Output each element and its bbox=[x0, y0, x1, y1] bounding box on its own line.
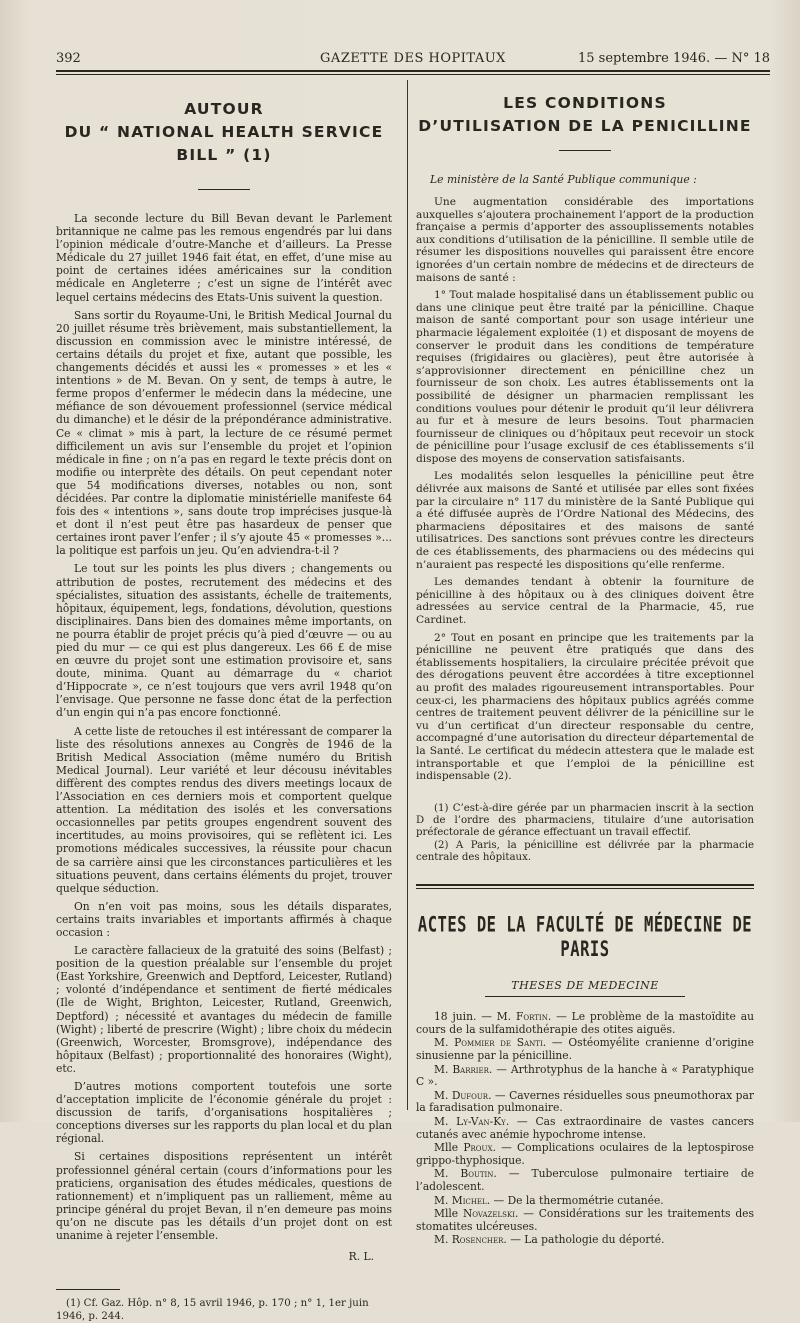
paragraph: 2° Tout en posant en principe que les traitements par la pénicilline ne peuvent être pratiqués que dans des établissements hospitaliers, la circulaire précitée prévoit que des dérogations peuvent être accordées à titre exceptionnel au profit des malades rigoureusement intransportables. Pour ceux-ci, les pharmaciens des hôpitaux publics agréés comme centres de traitement peuvent délivrer de la pénicilline sur le vu d’un certificat d’un directeur responsable du centre, accompagné d’une autorisation du directeur départemental de la Santé. Le certificat du médecin attestera que le malade est intransportable et que l’emploi de la pénicilline est indispensable (2). bbox=[416, 631, 755, 783]
footnote-rule bbox=[56, 1289, 120, 1290]
footnote: (2) A Paris, la pénicilline est délivrée par la pharmacie centrale des hôpitaux. bbox=[416, 839, 754, 863]
paragraph: Si certaines dispositions représentent un intérêt professionnel général certain (cours d’informations pour les praticiens, organisation des études médicales, questions de rationnement) et n’impliquent pas un ralliement, même au principe général du projet Bevan, il n’en demeure pas moins qu’on ne discute pas les détails d’un projet dont on est unanime à rejeter l’ensemble. bbox=[56, 1150, 392, 1243]
author-name: Proux bbox=[463, 1141, 493, 1155]
thesis-entry bbox=[416, 1116, 754, 1141]
entry-prefix: M. bbox=[434, 1062, 453, 1076]
thesis-entry bbox=[416, 1011, 754, 1036]
section-rule bbox=[416, 884, 754, 886]
article-title bbox=[56, 98, 392, 167]
header-rule-thin bbox=[56, 74, 770, 75]
author-name: Fortin bbox=[515, 1010, 548, 1024]
author-name: Rosencher bbox=[451, 1233, 504, 1247]
thesis-title: . — La pathologie du déporté. bbox=[503, 1233, 665, 1247]
footnotes bbox=[416, 803, 754, 864]
paragraph: Les modalités selon lesquelles la pénicilline peut être délivrée aux maisons de Santé et utilisée par elles sont fixées par la circulaire n° 117 du ministère de la Santé Publique qui a été diffusée auprès de l’Ordre National des Médecins, des pharmaciens dépositaires et des maisons de santé utilisatrices. Des sanctions sont prévues contre les directeurs de ces établissements, des pharmaciens ou des médecins qui n’auraient pas respecté les dispositions qu’elle renferme. bbox=[416, 470, 754, 571]
entry-prefix: M. bbox=[434, 1193, 452, 1207]
column-divider bbox=[407, 80, 408, 1110]
paragraph: Le caractère fallacieux de la gratuité des soins (Belfast) ; position de la question préalable sur l’ensemble du projet (East Yorkshire, Greenwich and Deptford, Leicester, Rutland) ; volonté d’indépendance et sentiment de fierté médicales (Ile de Wight, Brighton, Leicester, Rutland, Greenwich, Deptford) ; nécessité et avantages du médecin de famille (Wight) ; liberté de prescrire (Wight) ; libre choix du médecin (Greenwich, Worcester, Bromsgrove), indépendance des hôpitaux (Belfast) ; proportionnalité des honoraires (Wight), etc. bbox=[56, 944, 392, 1075]
paragraph: 1° Tout malade hospitalisé dans un établissement public ou dans une clinique peut être traité par la pénicilline. Chaque maison de santé comportant pour son usage intérieur une pharmacie légalement exploitée (1) et disposant de moyens de conserver le produit dans les conditions de température requises (frigidaires ou glacières), peut être autorisée à s’approvisionner directement en pénicilline chez un fournisseur de son choix. Les autres établissements ont la possibilité de désigner un pharmacien remplissant les conditions voulues pour détenir le produit qu’il leur délivrera au fur et à mesure de leurs besoins. Tout pharmacien fournisseur de cliniques ou d’hôpitaux peut recevoir un stock de pénicilline pour l’usage exclusif de ces établissements s’il dispose des moyens de conservation satisfaisants. bbox=[416, 289, 754, 465]
paragraph: A cette liste de retouches il est intéressant de comparer la liste des résolutions annexes au Congrès de 1946 de la British Medical Association (même numéro du British Medical Journal). Leur variété et leur décousu inévitables diffèrent des comptes rendus des divers meetings locaux de l’Association en ces derniers mois et comportent quelque attention. La méditation des isolés et les conversations occasionnelles par petits groupes engendrent souvent des incertitudes, au moins provisoires, qui se reflètent ici. Les promotions médicales successives, la réussite pour chacun de sa carrière ainsi que les circonstances particulières et les situations peuvent, dans certains éléments du projet, trouver quelque séduction. bbox=[56, 724, 392, 895]
entry-prefix: M. bbox=[434, 1167, 461, 1181]
header-rule bbox=[56, 70, 770, 72]
thesis-title: . — Cas extraordinaire de vastes cancers cutanés avec anémie hypochrome intense. bbox=[416, 1114, 754, 1141]
author-name: Dufour bbox=[451, 1088, 489, 1102]
thesis-title: . — Complications oculaires de la leptospirose grippo-thyphosique. bbox=[416, 1141, 754, 1167]
article-body bbox=[56, 212, 392, 1242]
thesis-entry bbox=[416, 1037, 754, 1062]
footnote: (1) Cf. Gaz. Hôp. n° 8, 15 avril 1946, p. 170 ; n° 1, 1er juin 1946, p. 244. bbox=[56, 1298, 369, 1322]
thesis-entry bbox=[416, 1090, 754, 1115]
thesis-title: . — Ostéomyélite cranienne d’origine sinusienne par la pénicilline. bbox=[416, 1036, 754, 1062]
author-name: Michel bbox=[451, 1193, 487, 1207]
page-header bbox=[56, 48, 770, 70]
author-name: Boutin bbox=[460, 1167, 494, 1181]
article-title-line2: D’UTILISATION DE LA PENICILLINE bbox=[418, 117, 752, 135]
title-rule bbox=[559, 150, 611, 151]
faculty-section-title: ACTES DE LA FACULTÉ DE MÉDECINE DE PARIS bbox=[417, 912, 753, 962]
journal-title: GAZETTE DES HOPITAUX bbox=[320, 51, 506, 66]
right-column bbox=[416, 92, 754, 1248]
title-rule bbox=[198, 189, 250, 190]
thesis-rule bbox=[485, 996, 685, 997]
article-title-line1: LES CONDITIONS bbox=[503, 94, 667, 112]
thesis-title: . — De la thermométrie cutanée. bbox=[486, 1193, 664, 1207]
author-name: Ly-Van-Ky bbox=[456, 1114, 506, 1128]
page-number: 392 bbox=[56, 51, 81, 66]
thesis-entry bbox=[416, 1195, 754, 1208]
section-rule-thin bbox=[416, 888, 754, 889]
paragraph: La seconde lecture du Bill Bevan devant le Parlement britannique ne calme pas les remous engendrés par lui dans l’opinion médicale d’outre-Manche et d’ailleurs. La Presse Médicale du 27 juillet 1946 fait état, en effet, d’une mise au point de certaines idées américaines sur la condition médicale en Angleterre ; c’est un signe de l’intérêt avec lequel certains médecins des Etats-Unis suivent la question. bbox=[56, 212, 392, 304]
thesis-title: . — Cavernes résiduelles sous pneumothorax par la faradisation pulmonaire. bbox=[416, 1088, 754, 1115]
paragraph: On n’en voit pas moins, sous les détails disparates, certains traits invariables et importants affirmés à chaque occasion : bbox=[56, 899, 392, 939]
article-title-line2: DU “ NATIONAL HEALTH SERVICE BILL ” (1) bbox=[64, 123, 384, 164]
paragraph: Sans sortir du Royaume-Uni, le British Medical Journal du 20 juillet résume très brièvement, mais substantiellement, la discussion en commission avec le ministre intéressé, de certains détails du projet et fixe, autant que possible, les changements décidés et aussi les « promesses » et les « intentions » de M. Bevan. On y sent, de temps à autre, le ferme propos d’enfermer le médecin dans la médecine, une méfiance de son dévouement professionnel (service médical du dimanche) et le désir de la prépondérance administrative. Ce « climat » mis à part, la lecture de ce résumé permet difficilement un avis sur l’ensemble du projet et l’opinion médicale in fine ; on n’a pas en regard le texte précis dont on modifie ou interprète des détails. On peut cependant noter que 54 modifications diverses, notables ou non, sont décidées. Par contre la diplomatie ministérielle manifeste 64 fois des « intentions », sans doute trop imprécises jusque-là et dont il n’est peut être pas hasardeux de penser que certaines iront paver l’enfer ; il s’y ajoute 45 « promesses »... la politique est parfois un jeu. Qu’en adviendra-t-il ? bbox=[56, 308, 392, 558]
entry-prefix: M. bbox=[434, 1036, 455, 1050]
paragraph: Une augmentation considérable des importations auxquelles s’ajoutera prochainement l’apport de la production française a permis d’apporter des assouplissements notables aux conditions d’utilisation de la pénicilline. Il semble utile de résumer les dispositions nouvelles qui paraissent être encore ignorées d’un certain nombre de médecins et de directeurs de maisons de santé : bbox=[416, 196, 754, 284]
thesis-list bbox=[416, 1011, 754, 1247]
thesis-entry bbox=[416, 1142, 754, 1167]
entry-prefix: Mlle bbox=[434, 1141, 464, 1155]
paragraph: Les demandes tendant à obtenir la fourniture de pénicilline à des hôpitaux ou à des cliniques doivent être adressées au service central de la Pharmacie, 45, rue Cardinet. bbox=[416, 576, 754, 626]
article-body bbox=[416, 196, 754, 783]
thesis-entry bbox=[416, 1168, 754, 1193]
entry-prefix: M. bbox=[434, 1088, 452, 1102]
thesis-entry bbox=[416, 1064, 754, 1089]
paragraph: D’autres motions comportent toutefois une sorte d’acceptation implicite de l’économie générale du projet : discussion de tarifs, d’organisations hospitalières ; conceptions diverses sur les rapports du plan local et du plan régional. bbox=[56, 1080, 392, 1146]
entry-prefix: 18 juin. — M. bbox=[434, 1010, 516, 1024]
thesis-title: . — Considérations sur les traitements des stomatites ulcéreuses. bbox=[416, 1207, 754, 1233]
entry-prefix: M. bbox=[434, 1114, 457, 1128]
author-name: Barrier bbox=[452, 1062, 489, 1076]
thesis-entry bbox=[416, 1234, 754, 1247]
footnote: (1) C’est-à-dire gérée par un pharmacien inscrit à la section D de l’ordre des pharmaciens, titulaire d’une autorisation préfectorale de gérance effectuant un travail effectif. bbox=[416, 802, 754, 839]
thesis-title: . — Arthrotyphus de la hanche à « Paratyphique C ». bbox=[416, 1062, 754, 1089]
thesis-title: . — Le problème de la mastoïdite au cours de la sulfamidothérapie des otites aiguës. bbox=[416, 1010, 754, 1036]
ministry-intro: Le ministère de la Santé Publique communique : bbox=[430, 173, 697, 186]
left-column bbox=[56, 92, 392, 1323]
thesis-heading: THESES DE MEDECINE bbox=[511, 979, 659, 993]
article-title-line1: AUTOUR bbox=[184, 100, 264, 118]
author-signature: R. L. bbox=[348, 1250, 374, 1264]
author-name: Pommier de Santi bbox=[454, 1036, 543, 1050]
author-name: Novazelski bbox=[462, 1207, 515, 1221]
thesis-entry bbox=[416, 1208, 754, 1233]
thesis-title: . — Tuberculose pulmonaire tertiaire de l’adolescent. bbox=[416, 1167, 754, 1193]
article-title bbox=[416, 92, 754, 138]
entry-prefix: Mlle bbox=[434, 1207, 463, 1221]
entry-prefix: M. bbox=[434, 1233, 452, 1247]
paragraph: Le tout sur les points les plus divers ; changements ou attribution de postes, recrutement des médecins et des spécialistes, situation des assistants, échelle de traitements, hôpitaux, équipement, legs, fondations, dévolution, questions disciplinaires. Dans bien des domaines même importants, on ne pourra établir de projet précis qu’à pied d’œuvre — ou au pied du mur — ce qui est plus dangereux. Les 66 £ de mise en œuvre du projet sont une estimation provisoire et, sans doute, minima. Quant au démarrage du « chariot d’Hippocrate », ce n’est toujours que vers avril 1948 qu’on l’envisage. Que personne ne fasse donc état de la perfection d’un engin qui n’a pas encore fonctionné. bbox=[56, 562, 392, 720]
issue-date: 15 septembre 1946. — N° 18 bbox=[578, 51, 770, 66]
